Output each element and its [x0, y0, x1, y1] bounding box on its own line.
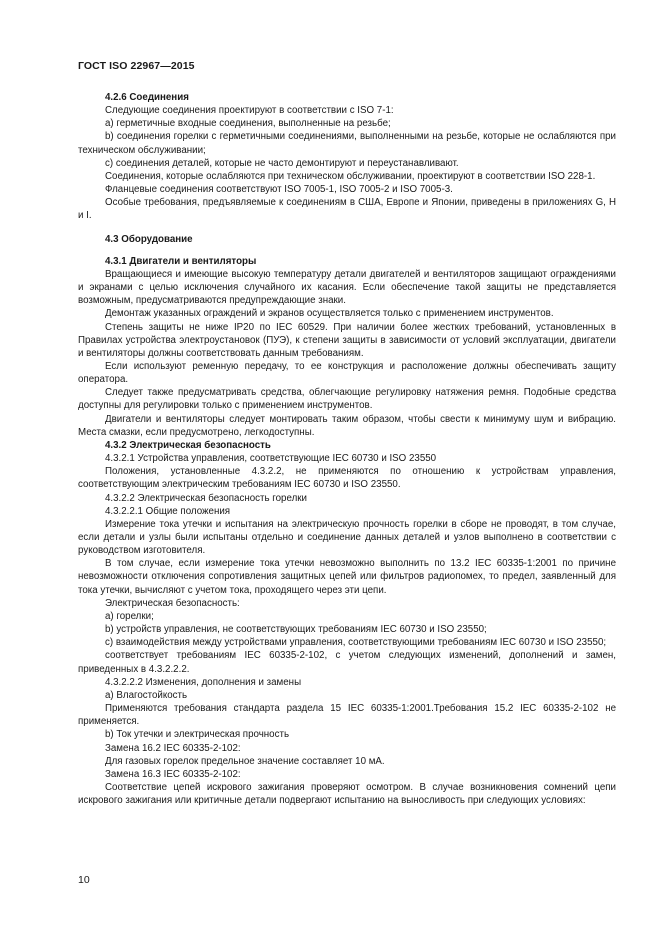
paragraph: Замена 16.3 IEC 60335-2-102: [105, 768, 241, 780]
paragraph: Степень защиты не ниже IP20 по IEC 60529. При наличии более жестких требований, установленных в Правилах устройства электроустановок (ПУЭ), к степени защиты в зависимости от условий эксплуатации, двигатели и вентиляторы должны соответствовать данным требованиям. [78, 321, 616, 359]
subsection-heading: 4.3.2.2 Электрическая безопасность горелки [105, 492, 307, 504]
paragraph: Если используют ременную передачу, то ее конструкция и расположение должны обеспечивать защиту оператора. [78, 360, 616, 386]
paragraph: Следует также предусматривать средства, облегчающие регулировку натяжения ремня. Подобные средства доступны для регулировки только с применением инструментов. [78, 387, 616, 412]
list-item: а) герметичные входные соединения, выполненные на резьбе; [105, 118, 391, 130]
list-item: b) соединения горелки с герметичными соединениями, выполненными на резьбе, которые не ослабляются при техническом обслуживании; [78, 131, 616, 156]
section-heading-4-3-1: 4.3.1 Двигатели и вентиляторы [105, 255, 257, 267]
paragraph: Для газовых горелок предельное значение составляет 10 мА. [105, 755, 385, 767]
subsection-heading: 4.3.2.1 Устройства управления, соответствующие IEC 60730 и ISO 23550 [105, 453, 437, 465]
section-heading-4-2-6: 4.2.6 Соединения [105, 92, 189, 103]
paragraph: Соответствие цепей искрового зажигания проверяют осмотром. В случае возникновения сомнений цепи искрового зажигания или критичные детали подвергают испытанию на выносливость при следующих условиях: [78, 781, 616, 807]
paragraph: Положения, установленные 4.3.2.2, не применяются по отношению к устройствам управления, соответствующим электрическим требованиям IEC 60730 и ISO 23550. [78, 466, 616, 491]
paragraph: Соединения, которые ослабляются при техническом обслуживании, проектируют в соответствии ISO 228-1. [105, 170, 596, 182]
paragraph: Замена 16.2 IEC 60335-2-102: [105, 742, 241, 754]
subsection-heading: 4.3.2.2.1 Общие положения [105, 505, 231, 517]
list-item: с) соединения деталей, которые не часто демонтируют и переустанавливают. [105, 157, 459, 169]
paragraph: Фланцевые соединения соответствуют ISO 7005-1, ISO 7005-2 и ISO 7005-3. [105, 184, 453, 196]
subsection-heading: 4.3.2.2.2 Изменения, дополнения и замены [105, 676, 302, 688]
paragraph: Электрическая безопасность: [105, 597, 240, 609]
paragraph: соответствует требованиям IEC 60335-2-102, с учетом следующих изменений, дополнений и замен, приведенных в 4.3.2.2.2. [78, 650, 616, 675]
list-item: b) Ток утечки и электрическая прочность [105, 729, 290, 741]
page-number: 10 [78, 874, 90, 886]
section-heading-4-3-2: 4.3.2 Электрическая безопасность [105, 439, 271, 451]
list-item: b) устройств управления, не соответствующих требованиям IEC 60730 и ISO 23550; [105, 624, 487, 636]
list-item: а) горелки; [105, 610, 154, 622]
list-item: а) Влагостойкость [105, 689, 188, 701]
paragraph: Следующие соединения проектируют в соответствии с ISO 7-1: [105, 105, 394, 117]
paragraph: Вращающиеся и имеющие высокую температуру детали двигателей и вентиляторов защищают ограждениями и экранами с целью исключения случайного их касания. Если обеспечение такой защиты не представляется возможным, предусматриваются предупреждающие знаки. [78, 268, 616, 307]
section-heading-4-3: 4.3 Оборудование [105, 233, 193, 245]
paragraph: Применяются требования стандарта раздела 15 IEC 60335-1:2001.Требования 15.2 IEC 60335-2-102 не применяется. [78, 703, 616, 728]
paragraph: Двигатели и вентиляторы следует монтировать таким образом, чтобы свести к минимуму шум и вибрацию. Места смазки, если предусмотрено, легкодоступны. [78, 413, 616, 438]
list-item: с) взаимодействия между устройствами управления, соответствующими требованиям IEC 60730 и ISO 23550; [105, 637, 607, 649]
paragraph: Демонтаж указанных ограждений и экранов осуществляется только с применением инструментов. [105, 308, 554, 320]
document-header: ГОСТ ISO 22967—2015 [78, 60, 195, 72]
paragraph: Особые требования, предъявляемые к соединениям в США, Европе и Японии, приведены в приложениях G, H и I. [78, 197, 616, 222]
document-body [78, 91, 616, 807]
paragraph: Измерение тока утечки и испытания на электрическую прочность горелки в сборе не проводят, в том случае, если детали и узлы были испытаны отдельно и соединение данных деталей и узлов выполнено в соответствии с руководством изготовителя. [78, 518, 616, 557]
paragraph: В том случае, если измерение тока утечки невозможно выполнить по 13.2 IEC 60335-1:2001 по причине невозможности отключения сопротивления защитных цепей или фильтров радиопомех, то предел, заявленный для тока утечки, вычисляют с учетом тока, проходящего через эти цепи. [78, 558, 616, 596]
